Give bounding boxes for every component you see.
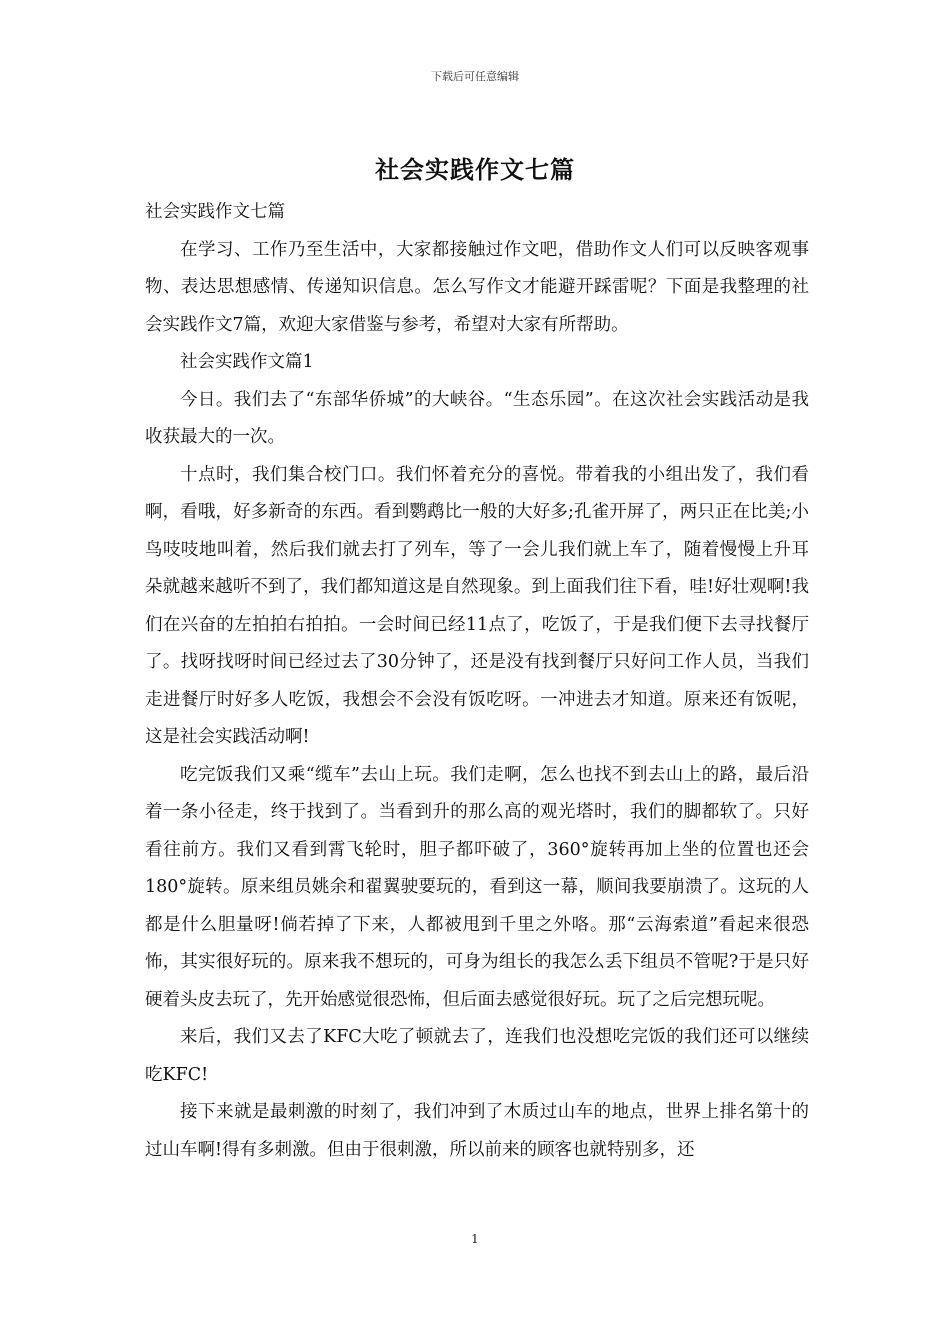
document-body [145, 194, 809, 1169]
paragraph-subtitle: 社会实践作文七篇 [145, 202, 285, 222]
paragraph: 今日。我们去了“东部华侨城”的大峡谷。“生态乐园”。在这次社会实践活动是我收获最大的一次。 [145, 389, 809, 447]
paragraph: 接下来就是最刺激的时刻了，我们冲到了木质过山车的地点，世界上排名第十的过山车啊!得有多刺激。但由于很刺激，所以前来的顾客也就特别多，还 [145, 1102, 809, 1160]
page-number: 1 [471, 1232, 479, 1246]
document-title: 社会实践作文七篇 [375, 155, 575, 184]
header-note: 下载后可任意编辑 [431, 70, 519, 83]
section-heading: 社会实践作文篇1 [180, 352, 314, 372]
paragraph: 吃完饭我们又乘“缆车”去山上玩。我们走啊，怎么也找不到去山上的路，最后沿着一条小径走，终于找到了。当看到升的那么高的观光塔时，我们的脚都软了。只好看往前方。我们又看到霄飞轮时，胆子都吓破了，360°旋转再加上坐的位置也还会180°旋转。原来组员姚余和翟翼驶要玩的，看到这一幕，顺间我要崩溃了。这玩的人都是什么胆量呀!倘若掉了下来，人都被甩到千里之外咯。那“云海索道”看起来很恐怖，其实很好玩的。原来我不想玩的，可身为组长的我怎么丢下组员不管呢?于是只好硬着头皮去玩了，先开始感觉很恐怖，但后面去感觉很好玩。玩了之后完想玩呢。 [145, 764, 809, 1010]
paragraph: 来后，我们又去了KFC大吃了顿就去了，连我们也没想吃完饭的我们还可以继续吃KFC! [145, 1027, 809, 1085]
paragraph-intro: 在学习、工作乃至生活中，大家都接触过作文吧，借助作文人们可以反映客观事物、表达思想感情、传递知识信息。怎么写作文才能避开踩雷呢？下面是我整理的社会实践作文7篇，欢迎大家借鉴与参考，希望对大家有所帮助。 [145, 239, 809, 335]
paragraph: 十点时，我们集合校门口。我们怀着充分的喜悦。带着我的小组出发了，我们看啊，看哦，好多新奇的东西。看到鹦鹉比一般的大好多;孔雀开屏了，两只正在比美;小鸟吱吱地叫着，然后我们就去打了列车，等了一会儿我们就上车了，随着慢慢上升耳朵就越来越听不到了，我们都知道这是自然现象。到上面我们往下看，哇!好壮观啊!我们在兴奋的左拍拍右拍拍。一会时间已经11点了，吃饭了，于是我们便下去寻找餐厅了。找呀找呀时间已经过去了30分钟了，还是没有找到餐厅只好问工作人员，当我们走进餐厅时好多人吃饭，我想会不会没有饭吃呀。一冲进去才知道。原来还有饭呢，这是社会实践活动啊! [145, 464, 809, 747]
